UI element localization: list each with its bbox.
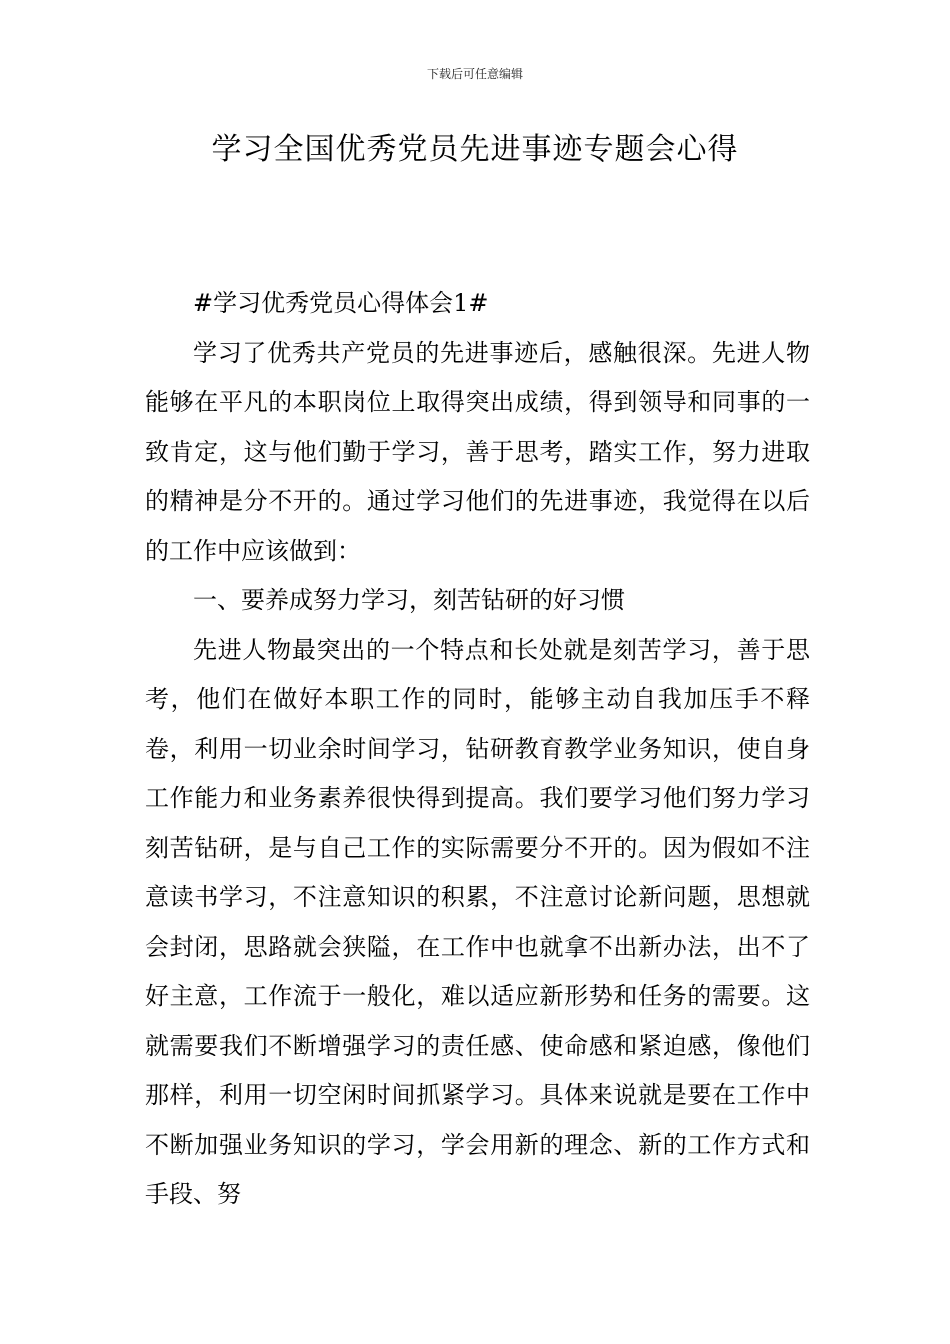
paragraph-intro: 学习了优秀共产党员的先进事迹后，感触很深。先进人物能够在平凡的本职岗位上取得突出成绩，得到领导和同事的一致肯定，这与他们勤于学习，善于思考，踏实工作，努力进取的精神是分不开的。通过学习他们的先进事迹，我觉得在以后的工作中应该做到：: [145, 338, 810, 565]
header-note: 下载后可任意编辑: [426, 67, 523, 81]
document-body: [145, 279, 810, 1220]
paragraph-body: 先进人物最突出的一个特点和长处就是刻苦学习，善于思考，他们在做好本职工作的同时，能够主动自我加压手不释卷，利用一切业余时间学习，钻研教育教学业务知识，使自身工作能力和业务素养很快得到提高。我们要学习他们努力学习刻苦钻研，是与自己工作的实际需要分不开的。因为假如不注意读书学习，不注意知识的积累，不注意讨论新问题，思想就会封闭，思路就会狭隘，在工作中也就拿不出新办法，出不了好主意，工作流于一般化，难以适应新形势和任务的需要。这就需要我们不断增强学习的责任感、使命感和紧迫感，像他们那样，利用一切空闲时间抓紧学习。具体来说就是要在工作中不断加强业务知识的学习，学会用新的理念、新的工作方式和手段、努: [145, 635, 810, 1208]
section-heading-1: 一、要养成努力学习，刻苦钻研的好习惯: [193, 586, 625, 614]
section-tag: #学习优秀党员心得体会1#: [193, 289, 489, 317]
document-title: 学习全国优秀党员先进事迹专题会心得: [211, 132, 739, 167]
